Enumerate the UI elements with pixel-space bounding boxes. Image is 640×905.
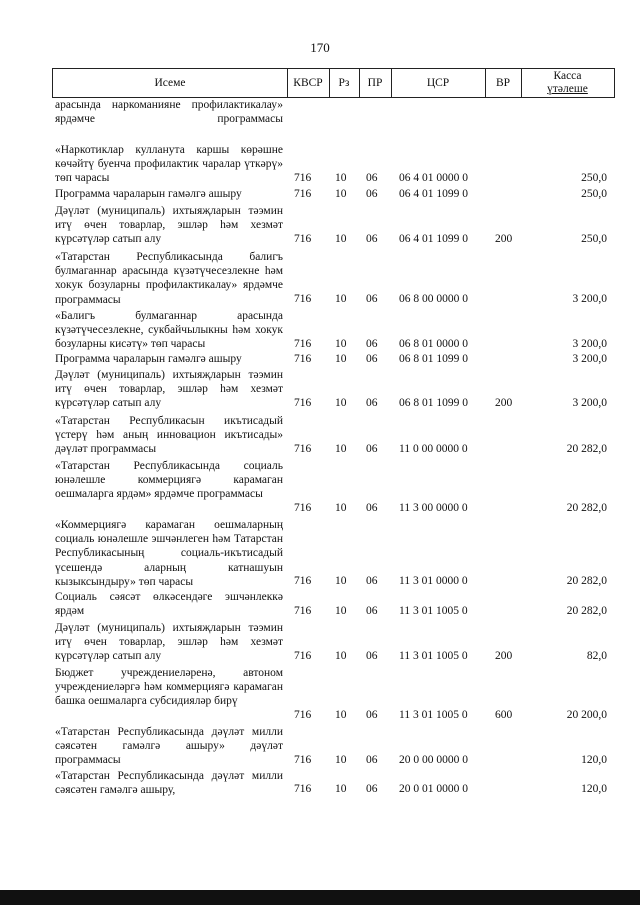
row-rz: 10 (335, 188, 347, 200)
row-kvsr: 716 (294, 443, 312, 455)
row-rz: 10 (335, 754, 347, 766)
header-amount-line2: үтәлеше (547, 83, 588, 95)
row-amount: 250,0 (581, 233, 607, 245)
row-rz: 10 (335, 575, 347, 587)
row-amount: 20 200,0 (566, 709, 607, 721)
row-csr: 06 4 01 0000 0 (399, 172, 468, 184)
row-amount: 82,0 (586, 650, 607, 662)
row-kvsr: 716 (294, 783, 312, 795)
row-csr: 06 4 01 1099 0 (399, 233, 468, 245)
row-rz: 10 (335, 443, 347, 455)
row-amount: 120,0 (581, 783, 607, 795)
header-rz: Рз (329, 69, 360, 97)
header-amount-line1: Касса (553, 70, 582, 82)
row-csr: 11 3 01 1005 0 (399, 650, 468, 662)
header-vr: ВР (485, 69, 522, 97)
row-amount: 250,0 (581, 188, 607, 200)
header-csr: ЦСР (391, 69, 486, 97)
row-kvsr: 716 (294, 172, 312, 184)
row-csr: 06 8 01 1099 0 (399, 353, 468, 365)
row-amount: 20 282,0 (566, 502, 607, 514)
row-name: «Наркотиклар кулланута каршы көрәшне көчәйтү буенча профилактик чаралар үткәрү» төп чарасы (55, 144, 283, 185)
row-name: «Татарстан Республикасында дәүләт милли сәясәтен гамәлгә ашыру, (55, 770, 283, 797)
header-kvsr: КВСР (287, 69, 330, 97)
row-csr: 11 3 01 1005 0 (399, 605, 468, 617)
row-csr: 11 3 01 1005 0 (399, 709, 468, 721)
row-pr: 06 (366, 397, 378, 409)
row-pr: 06 (366, 353, 378, 365)
row-rz: 10 (335, 397, 347, 409)
row-rz: 10 (335, 338, 347, 350)
row-rz: 10 (335, 605, 347, 617)
row-amount: 20 282,0 (566, 605, 607, 617)
table-header (52, 68, 615, 98)
row-name: «Татарстан Республикасында дәүләт милли сәясәтен гамәлгә ашыру» дәүләт программасы (55, 726, 283, 767)
row-rz: 10 (335, 783, 347, 795)
row-name: Бюджет учреждениеләренә, автоном учреждениеләргә һәм коммерциягә карамаган башка оешмаларга субсидияләр бирү (55, 667, 283, 708)
row-name: арасында наркоманияне профилактикалау» ярдәмче программасы (55, 99, 283, 126)
scan-bottom-edge (0, 890, 640, 905)
row-kvsr: 716 (294, 575, 312, 587)
row-csr: 06 8 01 1099 0 (399, 397, 468, 409)
row-kvsr: 716 (294, 709, 312, 721)
row-pr: 06 (366, 338, 378, 350)
row-kvsr: 716 (294, 397, 312, 409)
row-pr: 06 (366, 650, 378, 662)
row-amount: 20 282,0 (566, 443, 607, 455)
row-amount: 3 200,0 (572, 397, 607, 409)
row-kvsr: 716 (294, 293, 312, 305)
row-amount: 20 282,0 (566, 575, 607, 587)
row-amount: 3 200,0 (572, 338, 607, 350)
row-pr: 06 (366, 233, 378, 245)
row-csr: 06 8 00 0000 0 (399, 293, 468, 305)
row-rz: 10 (335, 293, 347, 305)
row-rz: 10 (335, 353, 347, 365)
row-kvsr: 716 (294, 188, 312, 200)
row-rz: 10 (335, 233, 347, 245)
row-vr: 200 (495, 233, 513, 245)
row-csr: 11 3 00 0000 0 (399, 502, 468, 514)
row-amount: 3 200,0 (572, 293, 607, 305)
row-name: «Татарстан Республикасын икътисадый үстерү һәм аның инновацион икътисады» дәүләт программасы (55, 415, 283, 456)
row-csr: 11 0 00 0000 0 (399, 443, 468, 455)
row-kvsr: 716 (294, 353, 312, 365)
row-pr: 06 (366, 443, 378, 455)
row-rz: 10 (335, 502, 347, 514)
row-pr: 06 (366, 605, 378, 617)
header-pr: ПР (359, 69, 392, 97)
row-kvsr: 716 (294, 754, 312, 766)
row-kvsr: 716 (294, 338, 312, 350)
row-pr: 06 (366, 709, 378, 721)
row-kvsr: 716 (294, 233, 312, 245)
row-vr: 200 (495, 397, 513, 409)
row-name: Дәүләт (муниципаль) ихтыяҗларын тәэмин итү өчен товарлар, эшләр һәм хезмәт күрсәтүләр сатып алу (55, 622, 283, 663)
row-name: Программа чараларын гамәлгә ашыру (55, 188, 242, 200)
row-csr: 11 3 01 0000 0 (399, 575, 468, 587)
row-rz: 10 (335, 650, 347, 662)
budget-table (52, 68, 615, 797)
header-amount (521, 69, 614, 97)
row-name: Социаль сәясәт өлкәсендәге эшчәнлеккә ярдәм (55, 591, 283, 618)
row-pr: 06 (366, 172, 378, 184)
row-name: «Татарстан Республикасында балигъ булмаганнар арасында күзәтүчесезлекне һәм хокук бозуларны профилактикалау» ярдәмче программасы (55, 251, 283, 306)
row-csr: 06 8 01 0000 0 (399, 338, 468, 350)
row-csr: 20 0 01 0000 0 (399, 783, 468, 795)
row-csr: 20 0 00 0000 0 (399, 754, 468, 766)
row-name: «Татарстан Республикасында социаль юнәлешле коммерциягә карамаган оешмаларга ярдәм» ярдәмче программасы (55, 460, 283, 501)
row-name: Дәүләт (муниципаль) ихтыяҗларын тәэмин итү өчен товарлар, эшләр һәм хезмәт күрсәтүләр сатып алу (55, 205, 283, 246)
row-vr: 200 (495, 650, 513, 662)
row-name: «Коммерциягә карамаган оешмаларның социаль юнәлешле эшчәнлеген һәм Татарстан Республикасының социаль-икътисадый үсешендә аларның катнашуын кызыксындыру» төп чарасы (55, 519, 283, 588)
row-pr: 06 (366, 575, 378, 587)
row-pr: 06 (366, 188, 378, 200)
row-kvsr: 716 (294, 502, 312, 514)
row-pr: 06 (366, 754, 378, 766)
row-name: «Балигъ булмаганнар арасында күзәтүчесезлекне, сукбайчылыкны һәм хокук бозуларны кисәтү» төп чарасы (55, 310, 283, 351)
row-kvsr: 716 (294, 605, 312, 617)
row-kvsr: 716 (294, 650, 312, 662)
row-amount: 3 200,0 (572, 353, 607, 365)
row-vr: 600 (495, 709, 513, 721)
row-name: Программа чараларын гамәлгә ашыру (55, 353, 242, 365)
row-pr: 06 (366, 502, 378, 514)
page-number: 170 (310, 40, 330, 55)
row-csr: 06 4 01 1099 0 (399, 188, 468, 200)
row-rz: 10 (335, 709, 347, 721)
row-rz: 10 (335, 172, 347, 184)
row-amount: 250,0 (581, 172, 607, 184)
row-name: Дәүләт (муниципаль) ихтыяҗларын тәэмин итү өчен товарлар, эшләр һәм хезмәт күрсәтүләр сатып алу (55, 369, 283, 410)
header-name: Исеме (53, 69, 288, 97)
row-pr: 06 (366, 783, 378, 795)
row-amount: 120,0 (581, 754, 607, 766)
row-pr: 06 (366, 293, 378, 305)
